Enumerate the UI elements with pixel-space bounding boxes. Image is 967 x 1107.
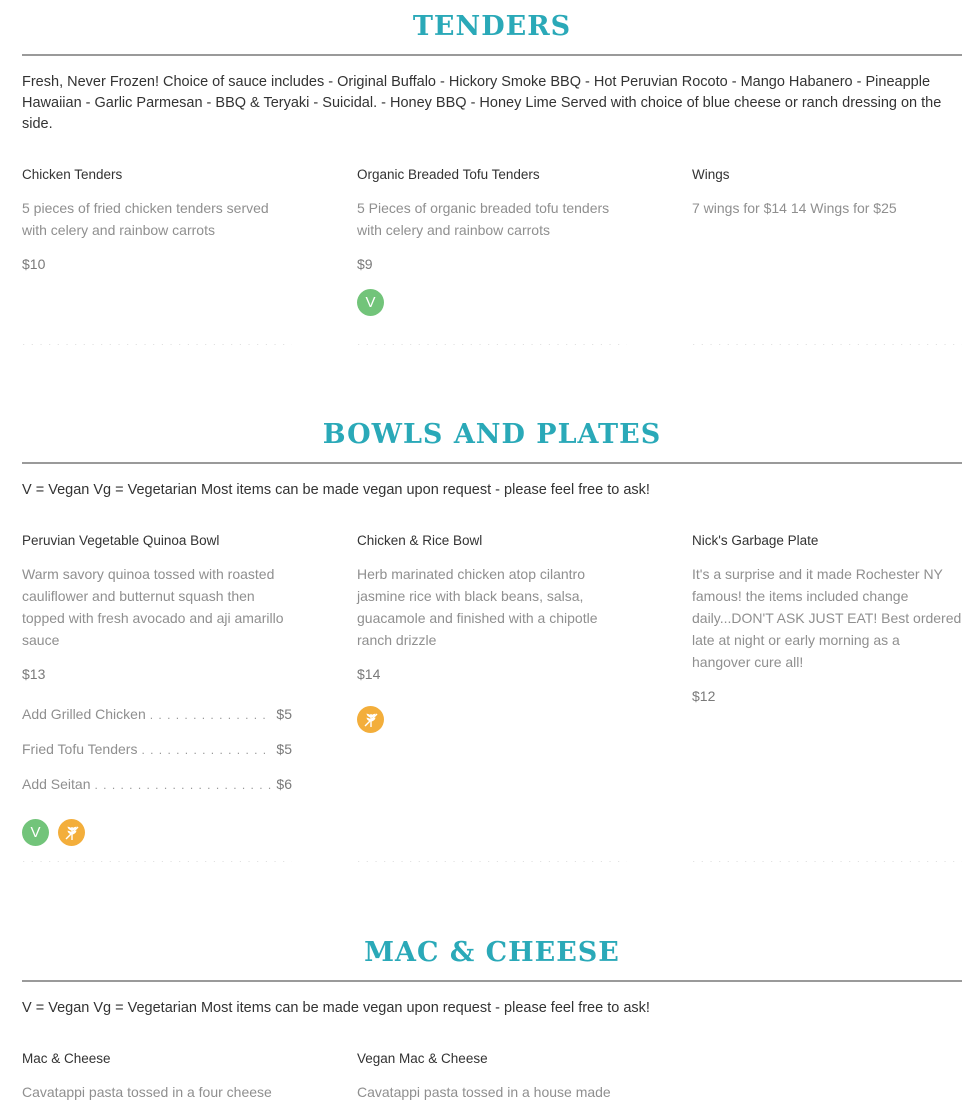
section-mac-and-cheese (22, 933, 962, 1100)
section-intro: Fresh, Never Frozen! Choice of sauce includes - Original Buffalo - Hickory Smoke BBQ - Hot Peruvian Rocoto - Mango Habanero - Pineapple Hawaiian - Garlic Parmesan - BBQ & Teryaki - Suicidal. - Honey BBQ - Honey Lime Served with choice of blue cheese or ranch dressing on the side. (22, 74, 942, 132)
item-name: Chicken Tenders (22, 167, 123, 182)
item-description: Cavatappi pasta tossed in a house made (357, 1084, 611, 1100)
menu-item-chicken-tenders[interactable] (22, 165, 292, 272)
gluten-free-icon (357, 706, 384, 733)
vegan-icon: V (22, 819, 49, 846)
item-separator (692, 335, 962, 345)
item-price: $9 (357, 256, 373, 272)
menu-item-garbage-plate[interactable] (692, 531, 962, 704)
section-intro: V = Vegan Vg = Vegetarian Most items can be made vegan upon request - please feel free to ask! (22, 482, 650, 498)
item-separator (357, 852, 627, 862)
menu-item-quinoa-bowl[interactable] (22, 531, 292, 846)
vegan-icon: V (357, 289, 384, 316)
section-tenders (22, 7, 962, 311)
item-name: Wings (692, 167, 730, 182)
item-description: Herb marinated chicken atop cilantro jasmine rice with black beans, salsa, guacamole and finished with a chipotle ranch drizzle (357, 566, 598, 648)
menu-item-mac-and-cheese[interactable] (22, 1049, 292, 1103)
gluten-free-icon (58, 819, 85, 846)
section-divider (22, 54, 962, 56)
item-description: 5 Pieces of organic breaded tofu tenders with celery and rainbow carrots (357, 200, 610, 238)
addon-grilled-chicken[interactable] (22, 706, 292, 741)
item-description: It's a surprise and it made Rochester NY famous! the items included change daily...DON'T ASK JUST EAT! Best ordered late at night or early morning as a hangover cure all! (692, 566, 962, 670)
item-name: Vegan Mac & Cheese (357, 1051, 488, 1066)
menu-item-wings[interactable] (692, 165, 962, 219)
item-name: Chicken & Rice Bowl (357, 533, 483, 548)
addon-label: Add Seitan (22, 776, 91, 792)
menu-item-chicken-rice-bowl[interactable] (357, 531, 627, 733)
item-description: 5 pieces of fried chicken tenders served with celery and rainbow carrots (22, 200, 269, 238)
item-separator (357, 335, 627, 345)
item-description: Cavatappi pasta tossed in a four cheese (22, 1084, 272, 1100)
item-name: Peruvian Vegetable Quinoa Bowl (22, 533, 220, 548)
addon-label: Fried Tofu Tenders (22, 741, 138, 757)
item-price: $14 (357, 666, 381, 682)
addon-list (22, 706, 292, 811)
item-name: Nick's Garbage Plate (692, 533, 819, 548)
item-name: Organic Breaded Tofu Tenders (357, 167, 540, 182)
section-divider (22, 462, 962, 464)
section-title: BOWLS AND PLATES (322, 419, 662, 450)
section-intro: V = Vegan Vg = Vegetarian Most items can be made vegan upon request - please feel free to ask! (22, 1000, 650, 1016)
section-title: MAC & CHEESE (364, 937, 620, 968)
menu-item-vegan-mac-and-cheese[interactable] (357, 1049, 627, 1103)
item-price: $13 (22, 666, 46, 682)
addon-price: $5 (276, 741, 292, 757)
addon-leader-dots (95, 778, 273, 792)
section-title: TENDERS (412, 11, 572, 42)
addon-seitan[interactable] (22, 776, 292, 811)
item-description: 7 wings for $14 14 Wings for $25 (692, 200, 897, 216)
item-separator (22, 852, 292, 862)
addon-fried-tofu-tenders[interactable] (22, 741, 292, 776)
item-separator (692, 852, 962, 862)
item-price: $10 (22, 256, 46, 272)
addon-price: $6 (276, 776, 292, 792)
addon-leader-dots (141, 743, 272, 757)
item-description: Warm savory quinoa tossed with roasted cauliflower and butternut squash then topped with fresh avocado and aji amarillo sauce (22, 566, 284, 648)
item-separator (22, 335, 292, 345)
item-name: Mac & Cheese (22, 1051, 111, 1066)
addon-leader-dots (150, 708, 273, 722)
addon-price: $5 (276, 706, 292, 722)
menu-item-tofu-tenders[interactable] (357, 165, 627, 316)
addon-label: Add Grilled Chicken (22, 706, 146, 722)
section-bowls-and-plates (22, 415, 962, 841)
item-price: $12 (692, 688, 716, 704)
section-divider (22, 980, 962, 982)
